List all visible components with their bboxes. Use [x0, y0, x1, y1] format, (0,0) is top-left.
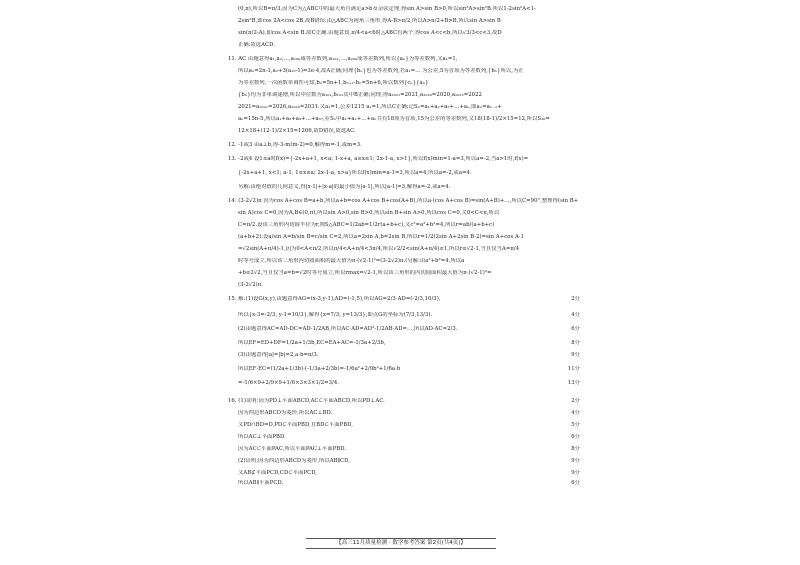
answer-text: C=π/2.设该三角形内切圆半径为r,则S△ABC=1/2ab=1/2r(a+b+c),又c²=a²+b²=4,所以r=ab/(a+b+c) — [238, 222, 495, 228]
answer-text-line — [238, 410, 580, 417]
answer-text: 11. AC 由题意得a₁,a₂,…,a₁₀₀成等差数列,a₁₀₁,…,a₂₀₀成等差数列,所以{aₙ}为等差数列,又a₁=1, — [228, 56, 458, 62]
answer-text: 12. -1或3 由a⊥b,得-3-m(m-2)=0,解得m=-1,或m=3. — [228, 142, 362, 148]
answer-text: (3)由题意得|a|=|b|=2,a·b=π/3. — [238, 352, 319, 358]
score-label: 9分 — [571, 458, 580, 464]
question-answer-start-line — [228, 56, 580, 63]
answer-text-line — [238, 470, 580, 477]
question-answer-start-line — [228, 142, 580, 149]
answer-text: 15. 解:(1)设G(x,y),由题意得AG=(x-3,y-1),AD=(-1,5),所以AG=2/3·AD=(-2/3,10/3), — [228, 296, 441, 302]
answer-text: (3-2√2)π. — [238, 282, 264, 288]
score-label: 2分 — [571, 398, 580, 404]
answer-text-line — [238, 30, 580, 37]
score-label: 6分 — [571, 434, 580, 440]
answer-text-line — [238, 352, 580, 359]
answer-text-line — [238, 326, 580, 333]
answer-text-line — [238, 92, 580, 99]
score-label: 2分 — [571, 296, 580, 302]
score-label: 4分 — [571, 312, 580, 318]
answer-text: =√2sin(A+π/4)-1,因为0<A<π/2,所以π/4<A+π/4<3π/4,所以√2/2<sin(A+π/4)≤1,所以r≤√2-1,当且仅当A=π/4 — [238, 246, 520, 252]
answer-text: 所以EF·EC=(1/2a+1/3b)·(-1/3a+2/3b)=-1/6a²+2/9b²+1/6a·b — [238, 366, 401, 372]
answer-text-line — [238, 270, 580, 277]
answer-text: 所以aₙ=2n-1,a₂+3(a₁₀-1)=3e-4,故A正确;同理{bₙ}也为等差数列,若a₁=… 为公差,5为首项为等差数列,{bₙ}所以,为正 — [238, 68, 524, 74]
score-label: 5分 — [571, 422, 580, 428]
answer-text: 正确.故选ACD. — [238, 42, 275, 48]
answer-text: 所以EF=ED+DF=1/2a+1/3b,EC=EA+AC=-1/3a+2/3b, — [238, 340, 386, 346]
answer-text-line — [238, 480, 580, 487]
answer-text: aₙ=15n-5,所以a₁+a₅+a₉+…+a₃₇,在Sₙ中a₁+a₂+…+aₙ共有18项为首项,15为公差的等差数列,又18(18-1)/2×15=12,所以S₁₈= — [238, 116, 550, 122]
answer-text-line — [238, 18, 580, 25]
answer-text: 又AB⊄平面PCD,CD⊂平面PCD, — [238, 470, 318, 476]
answer-text-line — [238, 104, 580, 111]
answer-text-line — [238, 42, 580, 49]
question-answer-start-line — [228, 398, 580, 405]
answer-text-line — [238, 170, 580, 177]
score-label: 9分 — [571, 352, 580, 358]
answer-text-line — [238, 222, 580, 229]
page-footer: 【高三11月质量检测 · 数学参考答案 第2页(共4页)】 — [306, 538, 496, 549]
answer-text: 所以{x-3=-2/3, y-1=10/3},解得{x=7/3, y=13/3},即点G的坐标为(7/3,13/3). — [238, 312, 433, 318]
answer-text-line — [238, 184, 580, 191]
answer-text: +b≤2√2,当且仅当a=b=√2时等号成立,所以rmax=√2-1,所以该三角形的内切圆面积最大值为π·(√2-1)²= — [238, 270, 492, 276]
score-label: 13分 — [567, 380, 580, 386]
answer-text-line — [238, 246, 580, 253]
answer-text: (2)证明:因为四边形ABCD为菱形,所以AB∥CD, — [238, 458, 350, 464]
answer-text: {bₙ}均为非单调递增,所以中位数为a₁₀₁,b₁₀₁其中B正确;同理,得a₂₀₂₁=2021,a₂₀₂₀=2020,a₂₀₂₂=2022 — [238, 92, 482, 98]
answer-text: sin(π/2-A),即cos A<sin B.故C正确.由题意知,π/4<a<6时△ABC有两个,得cos A<c<b,所以√3/3<c<3,故D — [238, 30, 502, 36]
answer-text: 2sin²B,即cos 2A<cos 2B,故B错误.由△ABC为钝角三角形,得A-B>π/2,所以A>π/2+B>B,所以sin A>sin B — [238, 18, 501, 24]
answer-text-line — [238, 258, 580, 265]
answer-text-line — [238, 380, 580, 387]
answer-text: 因为四边形ABCD为菱形,所以AC⊥BD. — [238, 410, 333, 416]
answer-text: 为等差数列,一次函数单调性可知,bₙ=5n+1,bₙ₊₁-bₙ=5n+6,所以数列{cₙ}{aₙ} — [238, 80, 429, 86]
score-label: 6分 — [571, 326, 580, 332]
answer-text: 2021=a₂₀₂₁=2026,a₂₀₂₆=2031.又a₁=1,公差1215 a₁=1,所以C正确;记Sₙ=a₁+a₂+a₃+…+aₙ,即aₙ=aₙ₋₁+ — [238, 104, 502, 110]
answer-text-line — [238, 116, 580, 123]
answer-text: 又PD∩BD=D,PD⊂平面PBD,且BD⊂平面PBD, — [238, 422, 353, 428]
answer-text: 14. (3-2√2)π 因为cos A+cos B=a+b,所以a+b=cos A+cos B+cos(A+B),所以a·(cos A+cos B)=sin(A+B)+…,所以C=90°,整理得(sin B+ — [228, 198, 579, 204]
score-label: 8分 — [571, 446, 580, 452]
answer-text-line — [238, 6, 580, 13]
answer-text: 16. (1)证明:因为PD⊥平面ABCD,AC⊂平面ABCD,所以PD⊥AC. — [228, 398, 385, 404]
answer-text: =-1/6×9+2/9×9+1/6×3×3×1/2=3/4. — [238, 380, 340, 386]
answer-text: 12×18+(12-1)/2×15=1206,故D错误,故选AC. — [238, 128, 356, 134]
answer-text-line — [238, 80, 580, 87]
answer-text: (a+b+2).设a/sin A=b/sin B=c/sin C=2,所以a=2sin A,b=2sin B,所以r=1/2(2sin A+2sin B-2)=sin A+cos A-1 — [238, 234, 525, 240]
answer-text: 所以AB∥平面PCD. — [238, 480, 284, 486]
answer-text: {-2x+a+1, x<1; a-1, 1≤x≤a; 2x-1-a, x>a}所以f(x)min=a-1=3,所以a=4,所以a=-2,或a=4. — [238, 170, 472, 176]
answer-text-line — [238, 366, 580, 373]
answer-text: (2)由题意得AC=AD-DC=AD-1/2AB,所以AC·AD=AD²-1/2AB·AD=…,所以AD·AC=2/3. — [238, 326, 458, 332]
answer-text-line — [238, 128, 580, 135]
question-answer-start-line — [228, 198, 580, 205]
answer-text-line — [238, 422, 580, 429]
answer-text-line — [238, 340, 580, 347]
answer-text-line — [238, 312, 580, 319]
answer-text-line — [238, 446, 580, 453]
answer-text: 13. -2或4 设1≤a时f(x)={-2x+a+1, x<a; 1-x+a, a≤x≤1; 2x-1-a, x>1},所以f(x)min=1-a=3,所以a=-2,当a>1时,f(x)= — [228, 156, 529, 162]
score-label: 8分 — [571, 340, 580, 346]
answer-text: sin A)cos C=0,因为A,B∈(0,π),所以sin A>0,sin B>0,所以sin B+sin A>0,所以cos C=0,又0<C<π,所以 — [238, 210, 500, 216]
answer-text-line — [238, 458, 580, 465]
score-label: 11分 — [567, 366, 580, 372]
answer-text-line — [238, 210, 580, 217]
answer-text-line — [238, 234, 580, 241]
question-answer-start-line — [228, 156, 580, 163]
answer-text-line — [238, 434, 580, 441]
question-answer-start-line — [228, 296, 580, 303]
answer-text: 所以AC⊥平面PBD. — [238, 434, 286, 440]
answer-text-line — [238, 282, 580, 289]
answer-text: 另解:由绝对值的几何意义,得|x-1|+|x-a|的最小值为|a-1|,所以|a-1|=3,解得a=-2,或a=4. — [238, 184, 451, 190]
answer-text: 因为AC⊂平面PAC,所以平面PAC⊥平面PBD. — [238, 446, 347, 452]
answer-text: 时等号成立,所以该三角形内切圆面积的最大值为π·(√2-1)²=(3-2√2)π.(另解:由a²+b²=4,所以a — [238, 258, 465, 264]
answer-text-line — [238, 68, 580, 75]
score-label: 6分 — [571, 480, 580, 486]
answer-text: (0,π),所以B=π/3.因为C为△ABC中的最大角且满足a>b及余弦定理,得sin A>sin B>0,所以sin²A>sin²B.所以1-2sin²A<1- — [238, 6, 536, 12]
score-label: 9分 — [571, 470, 580, 476]
score-label: 4分 — [571, 410, 580, 416]
